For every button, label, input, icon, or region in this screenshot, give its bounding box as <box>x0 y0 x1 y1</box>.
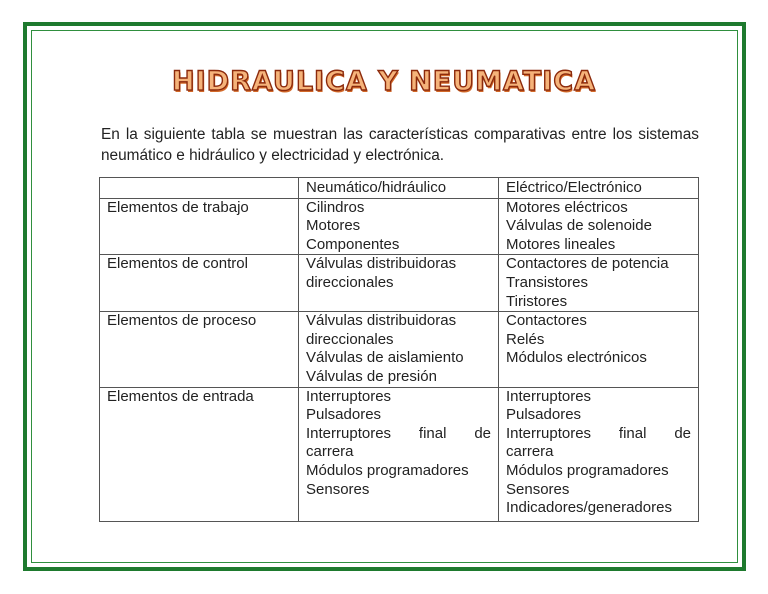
header-empty-cell <box>100 178 299 199</box>
intro-paragraph: En la siguiente tabla se muestran las características comparativas entre los sistemas neumático e hidráulico y electricidad y electrónica. <box>101 126 699 164</box>
cell-line: Interruptores final de <box>306 424 491 442</box>
cell-line: Contactores <box>506 312 587 330</box>
cell-line: Interruptores final de <box>506 424 691 442</box>
cell-line: Cilindros <box>306 198 365 216</box>
cell-line: Pulsadores <box>306 406 382 424</box>
pneumatic-cell <box>299 198 499 255</box>
cell-line: carrera <box>506 443 554 461</box>
cell-line: direccionales <box>306 330 394 348</box>
cell-line: Contactores de potencia <box>506 255 669 273</box>
cell-line: Interruptores <box>306 387 392 405</box>
electric-cell <box>499 255 699 312</box>
table-row <box>100 255 699 312</box>
cell-line: Válvulas distribuidoras <box>306 312 457 330</box>
table-row <box>100 312 699 387</box>
cell-line: Módulos electrónicos <box>506 349 647 367</box>
electric-cell <box>499 312 699 387</box>
pneumatic-cell <box>299 312 499 387</box>
header-electric-electronic: Eléctrico/Electrónico <box>499 178 699 199</box>
cell-line: Sensores <box>506 480 570 498</box>
electric-cell <box>499 387 699 521</box>
cell-line: Indicadores/generadores <box>506 499 672 517</box>
table-row <box>100 198 699 255</box>
table-header-row <box>100 178 699 199</box>
cell-line: direccionales <box>306 273 394 291</box>
cell-line: Válvulas de solenoide <box>506 217 652 235</box>
cell-line: Transistores <box>506 273 588 291</box>
page-title: HIDRAULICA Y NEUMATICA <box>172 66 596 97</box>
cell-line: Módulos programadores <box>306 461 469 479</box>
cell-line: carrera <box>306 443 354 461</box>
comparison-table <box>99 177 699 522</box>
cell-line: Interruptores <box>506 387 592 405</box>
cell-line: Válvulas de presión <box>306 367 437 385</box>
cell-line: Motores <box>306 217 361 235</box>
cell-line: Motores eléctricos <box>506 198 628 216</box>
cell-line: Módulos programadores <box>506 461 669 479</box>
pneumatic-cell <box>299 255 499 312</box>
cell-line: Pulsadores <box>506 406 582 424</box>
cell-line: Válvulas de aislamiento <box>306 349 464 367</box>
electric-cell <box>499 198 699 255</box>
row-label: Elementos de entrada <box>100 387 299 521</box>
cell-line: Componentes <box>306 235 400 253</box>
cell-line: Relés <box>506 330 545 348</box>
row-label: Elementos de control <box>100 255 299 312</box>
cell-line: Válvulas distribuidoras <box>306 255 457 273</box>
cell-line: Motores lineales <box>506 235 616 253</box>
pneumatic-cell <box>299 387 499 521</box>
row-label: Elementos de trabajo <box>100 198 299 255</box>
table-row <box>100 387 699 521</box>
cell-line: Tiristores <box>506 292 568 310</box>
header-pneumatic-hydraulic: Neumático/hidráulico <box>299 178 499 199</box>
cell-line: Sensores <box>306 480 370 498</box>
row-label: Elementos de proceso <box>100 312 299 387</box>
